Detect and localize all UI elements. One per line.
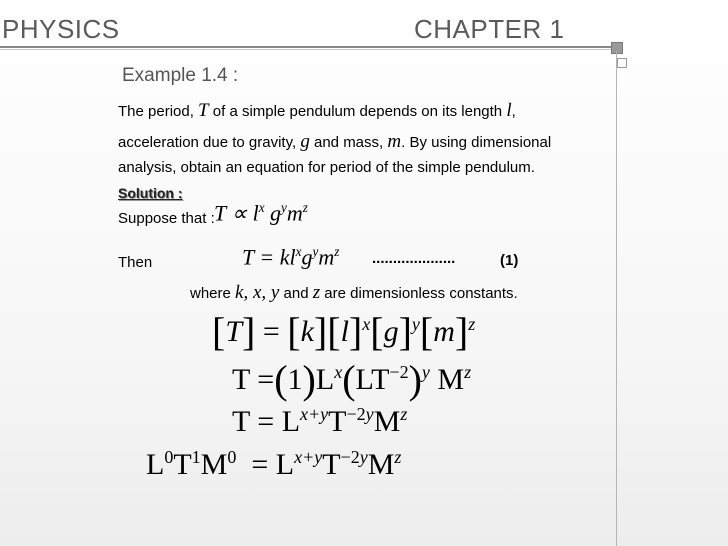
right-vertical-rule: [616, 52, 617, 546]
header-chapter: CHAPTER 1: [414, 14, 565, 44]
symbol-T: T: [198, 100, 209, 121]
symbol-g: g: [300, 131, 310, 152]
corner-square-small-decoration: [617, 58, 627, 68]
where-vars: k, x, y: [235, 282, 280, 303]
dimension-equation-3: $T = L^{x+y}T^{-2y}M^z$: [232, 404, 408, 438]
where-z: z: [312, 282, 321, 303]
header-subject: PHYSICS: [2, 14, 120, 44]
equation-dots: ....................: [372, 250, 456, 267]
dimension-equation-1: $[T] = [k][l]^x[g]^y[m]^z$: [212, 309, 476, 354]
equation-1: $T = kl^xg^ym^z$: [242, 244, 340, 270]
suppose-label: Suppose that :: [118, 210, 215, 227]
problem-text: and mass,: [309, 134, 388, 151]
example-title: Example 1.4 :: [122, 65, 239, 86]
symbol-l: l: [506, 100, 512, 121]
proportionality-equation: $T \propto l^x$ $g^ym^z$: [214, 200, 308, 226]
problem-text: ,: [511, 103, 516, 120]
where-text: and: [279, 285, 313, 302]
header-rule-shadow: [0, 49, 612, 50]
where-line: [190, 282, 518, 304]
problem-line-2: [118, 131, 551, 153]
problem-text: The period,: [118, 103, 199, 120]
solution-label: Solution :: [118, 185, 183, 201]
header-rule: [0, 46, 612, 48]
then-label: Then: [118, 254, 153, 271]
where-text: where: [190, 285, 236, 302]
symbol-m: m: [387, 131, 402, 152]
problem-line-1: [118, 100, 516, 122]
dimension-equation-4: $L^0T^1M^0 = L^{x+y}T^{-2y}M^z$: [146, 447, 402, 481]
problem-text: of a simple pendulum depends on its length: [208, 103, 507, 120]
dimension-equation-2: $T =(1)L^x(LT^{-2})^y$ $M^z$: [232, 357, 472, 402]
problem-text: . By using dimensional: [401, 134, 552, 151]
problem-line-3: analysis, obtain an equation for period of the simple pendulum.: [118, 159, 535, 176]
problem-text: acceleration due to gravity,: [118, 134, 301, 151]
where-text: are dimensionless constants.: [320, 285, 518, 302]
corner-square-decoration: [611, 42, 623, 54]
equation-number: (1): [500, 252, 519, 269]
